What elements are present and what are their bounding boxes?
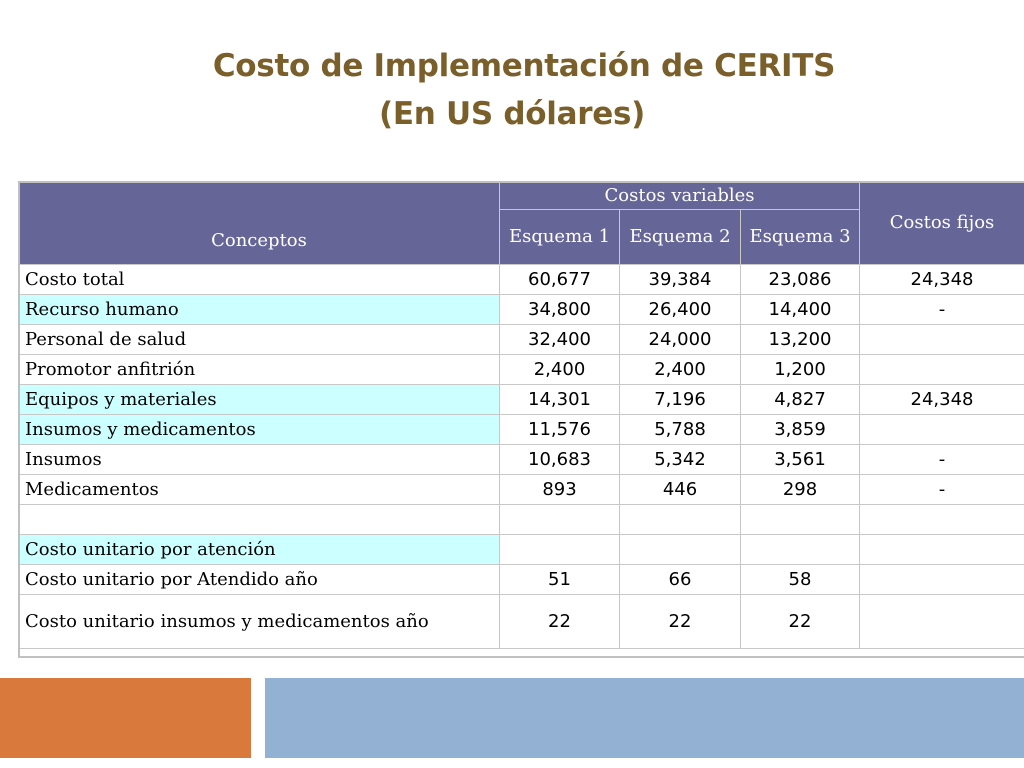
cell-scheme-1: 2,400 (500, 355, 620, 385)
cell-scheme-1 (500, 505, 620, 535)
table-row (19, 355, 1024, 385)
cell-concept: Costo total (19, 265, 500, 295)
cell-scheme-2: 24,000 (620, 325, 741, 355)
table-row (19, 325, 1024, 355)
cell-scheme-2 (620, 505, 741, 535)
header-variable-costs: Costos variables (500, 182, 860, 210)
cell-scheme-1: 32,400 (500, 325, 620, 355)
cell-scheme-2: 66 (620, 565, 741, 595)
cell-scheme-3: 23,086 (741, 265, 860, 295)
cell-fixed-costs (860, 595, 1024, 649)
header-fixed-costs: Costos fijos (860, 182, 1024, 265)
cell-concept (19, 505, 500, 535)
cell-scheme-3: 3,859 (741, 415, 860, 445)
cell-scheme-2: 446 (620, 475, 741, 505)
cell-scheme-2: 7,196 (620, 385, 741, 415)
cell-scheme-2: 2,400 (620, 355, 741, 385)
table-row (19, 595, 1024, 649)
cell-scheme-3: 22 (741, 595, 860, 649)
cell-scheme-1: 60,677 (500, 265, 620, 295)
cell-scheme-3 (741, 505, 860, 535)
cell-scheme-2: 26,400 (620, 295, 741, 325)
cell-concept: Medicamentos (19, 475, 500, 505)
cell-scheme-1: 893 (500, 475, 620, 505)
cell-fixed-costs (860, 535, 1024, 565)
cell-scheme-1: 10,683 (500, 445, 620, 475)
cell-scheme-2: 39,384 (620, 265, 741, 295)
cell-scheme-3: 13,200 (741, 325, 860, 355)
cell-scheme-1 (500, 535, 620, 565)
table-row (19, 385, 1024, 415)
table-row (19, 565, 1024, 595)
cell-fixed-costs: 24,348 (860, 265, 1024, 295)
cell-concept: Equipos y materiales (19, 385, 500, 415)
cell-concept: Costo unitario por Atendido año (19, 565, 500, 595)
header-concepts: Conceptos (19, 182, 500, 265)
cell-fixed-costs (860, 325, 1024, 355)
header-scheme-1: Esquema 1 (500, 210, 620, 265)
table-row (19, 445, 1024, 475)
cell-scheme-3: 298 (741, 475, 860, 505)
cell-scheme-3: 4,827 (741, 385, 860, 415)
header-scheme-2: Esquema 2 (620, 210, 741, 265)
cell-scheme-1: 11,576 (500, 415, 620, 445)
cell-scheme-3 (741, 535, 860, 565)
cell-scheme-3: 1,200 (741, 355, 860, 385)
cell-fixed-costs: - (860, 295, 1024, 325)
cell-scheme-2: 5,342 (620, 445, 741, 475)
cell-fixed-costs (860, 505, 1024, 535)
cell-concept: Personal de salud (19, 325, 500, 355)
table-row (19, 415, 1024, 445)
title-line-1: Costo de Implementación de CERITS (212, 48, 836, 84)
cost-table (18, 181, 1024, 649)
header-scheme-3: Esquema 3 (741, 210, 860, 265)
cell-scheme-2: 22 (620, 595, 741, 649)
cell-fixed-costs (860, 355, 1024, 385)
cell-scheme-1: 14,301 (500, 385, 620, 415)
table-row (19, 295, 1024, 325)
footer-bar-blue (265, 678, 1024, 758)
cell-fixed-costs: 24,348 (860, 385, 1024, 415)
cell-scheme-1: 51 (500, 565, 620, 595)
table-row (19, 265, 1024, 295)
cell-fixed-costs (860, 565, 1024, 595)
footer-bar-orange (0, 678, 251, 758)
table-row (19, 505, 1024, 535)
table-row (19, 535, 1024, 565)
cell-concept: Costo unitario insumos y medicamentos año (19, 595, 500, 649)
cell-scheme-1: 34,800 (500, 295, 620, 325)
cell-fixed-costs: - (860, 445, 1024, 475)
cell-scheme-2: 5,788 (620, 415, 741, 445)
cell-concept: Insumos (19, 445, 500, 475)
table-body (19, 265, 1024, 649)
cell-scheme-3: 14,400 (741, 295, 860, 325)
cell-fixed-costs (860, 415, 1024, 445)
table-row (19, 475, 1024, 505)
cell-scheme-1: 22 (500, 595, 620, 649)
cell-scheme-2 (620, 535, 741, 565)
cell-concept: Promotor anfitrión (19, 355, 500, 385)
title-line-2: (En US dólares) (379, 96, 645, 132)
cell-concept: Costo unitario por atención (19, 535, 500, 565)
slide-title (0, 42, 1024, 138)
cell-concept: Insumos y medicamentos (19, 415, 500, 445)
cell-concept: Recurso humano (19, 295, 500, 325)
cell-scheme-3: 58 (741, 565, 860, 595)
cell-scheme-3: 3,561 (741, 445, 860, 475)
cell-fixed-costs: - (860, 475, 1024, 505)
cost-table-container (18, 181, 1024, 658)
